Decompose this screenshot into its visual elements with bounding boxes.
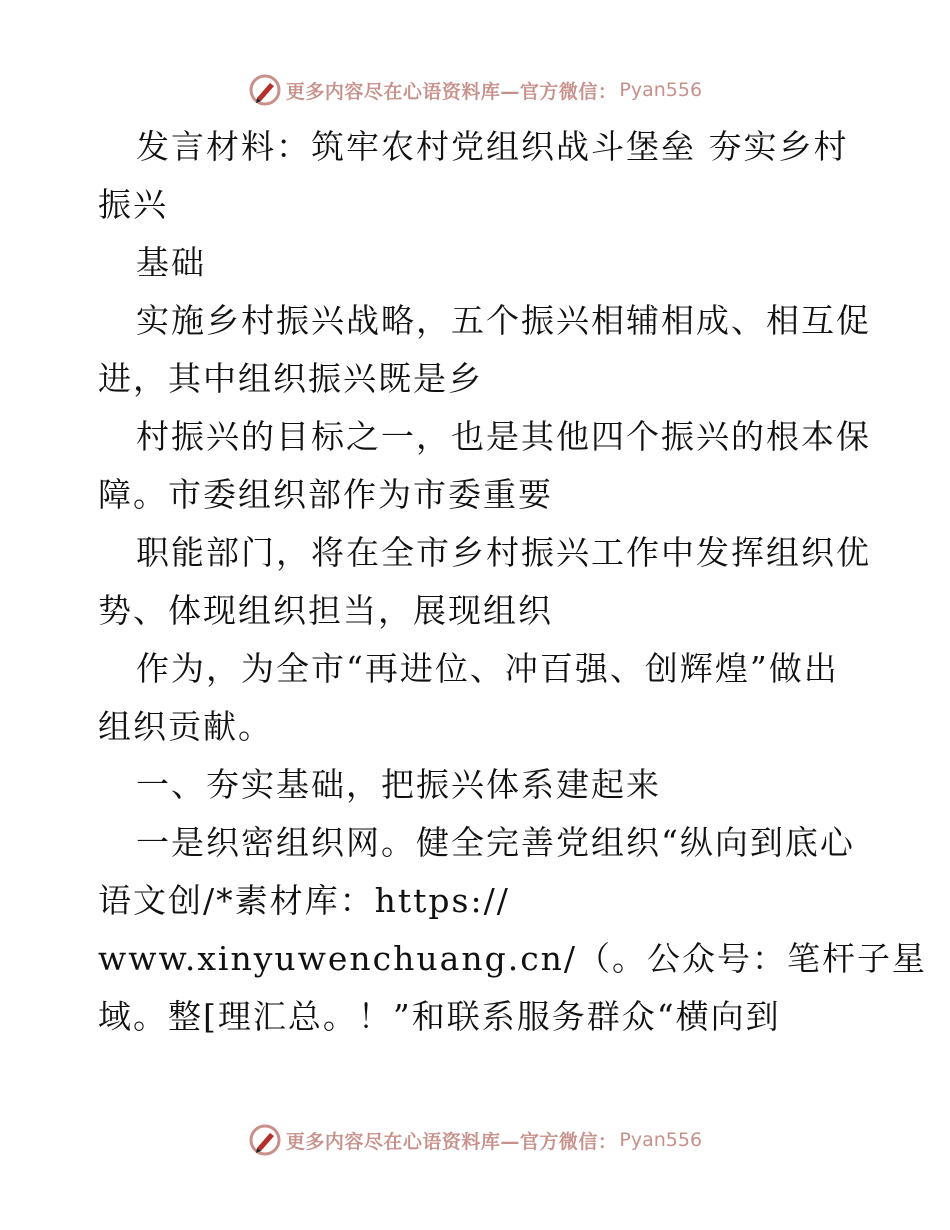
text-line: 振兴: [98, 185, 168, 224]
watermark-text: 更多内容尽在心语资料库—官方微信：: [285, 80, 618, 103]
text-line: 村振兴的目标之一，也是其他四个振兴的根本保: [136, 417, 871, 456]
text-line: 语文创/*素材库：https://: [98, 881, 510, 920]
text-line: www.xinyuwenchuang.cn/（。公众号：笔杆子星: [98, 939, 928, 978]
header-watermark: [0, 70, 950, 110]
text-line: 一、夯实基础，把振兴体系建起来: [136, 765, 661, 804]
text-line: 实施乡村振兴战略，五个振兴相辅相成、相互促: [136, 301, 871, 340]
watermark-id: Pyan556: [619, 1129, 703, 1151]
text-line: 势、体现组织担当，展现组织: [98, 591, 553, 630]
pen-logo-icon: [248, 1123, 282, 1157]
text-line: 进，其中组织振兴既是乡: [98, 359, 483, 398]
pen-logo-icon: [248, 73, 282, 107]
text-line: 职能部门，将在全市乡村振兴工作中发挥组织优: [136, 533, 871, 572]
text-line: 一是织密组织网。健全完善党组织“纵向到底心: [136, 823, 855, 862]
text-line: 基础: [136, 243, 206, 282]
text-line: 作为，为全市“再进位、冲百强、创辉煌”做出: [136, 649, 839, 688]
text-line: 发言材料：筑牢农村党组织战斗堡垒 夯实乡村: [136, 127, 849, 166]
text-line: 障。市委组织部作为市委重要: [98, 475, 553, 514]
document-body: [98, 118, 928, 1046]
text-line: 域。整[理汇总。！”和联系服务群众“横向到: [98, 997, 781, 1036]
watermark-id: Pyan556: [619, 79, 703, 101]
watermark-text: 更多内容尽在心语资料库—官方微信：: [285, 1130, 618, 1153]
text-line: 组织贡献。: [98, 707, 273, 746]
footer-watermark: [0, 1120, 950, 1160]
